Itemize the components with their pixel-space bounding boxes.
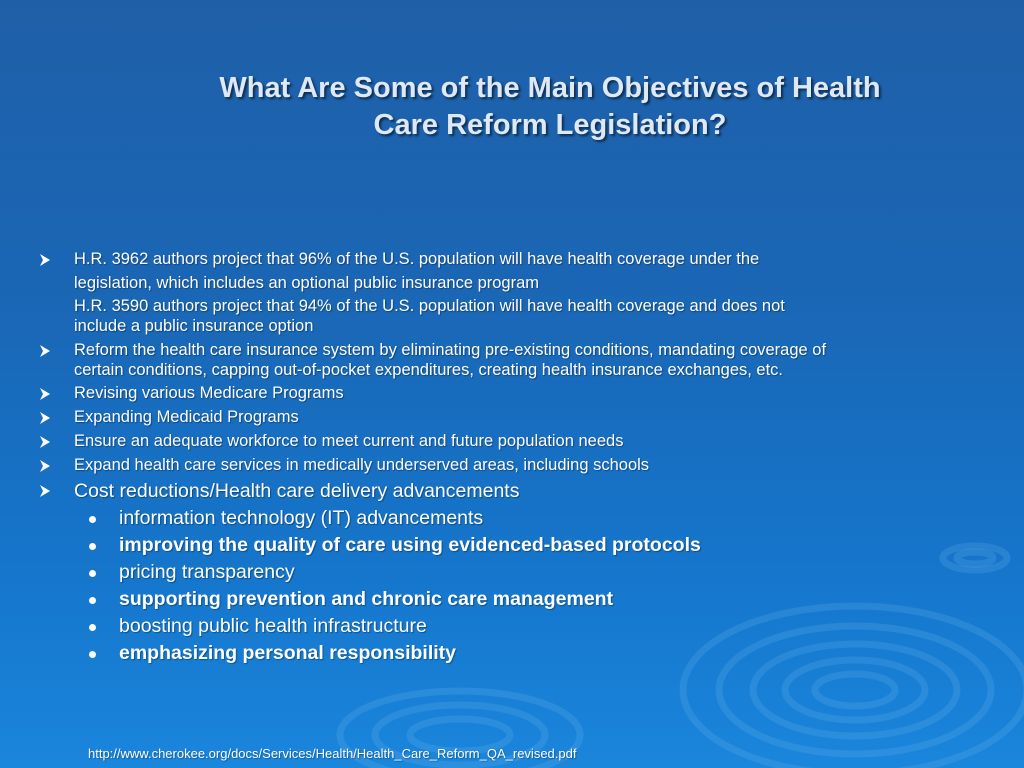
bullet-text: certain conditions, capping out-of-pocket expenditures, creating health insurance exchanges, etc. <box>74 361 784 379</box>
sub-bullet-text: supporting prevention and chronic care management <box>119 588 614 610</box>
slide-title-line-2: Care Reform Legislation? <box>373 109 727 141</box>
bullet-text: legislation, which includes an optional public insurance program <box>74 274 540 292</box>
bullet-text: Reform the health care insurance system by eliminating pre-existing conditions, mandating coverage of <box>74 341 827 359</box>
dot-bullet-icon <box>89 624 96 631</box>
dot-bullet-icon <box>89 543 96 550</box>
bullet-text: Expanding Medicaid Programs <box>74 408 299 426</box>
bullet-text: include a public insurance option <box>74 317 314 335</box>
sub-bullet-text: information technology (IT) advancements <box>119 507 484 529</box>
sub-bullet-text: pricing transparency <box>119 561 295 583</box>
slide-title <box>150 70 950 144</box>
sub-bullet-text: boosting public health infrastructure <box>119 615 427 637</box>
bullet-text: H.R. 3962 authors project that 96% of the U.S. population will have health coverage under the <box>74 250 760 268</box>
arrow-bullet-icon <box>39 459 51 473</box>
bullet-text: Ensure an adequate workforce to meet current and future population needs <box>74 432 624 450</box>
arrow-bullet-icon <box>39 253 51 267</box>
dot-bullet-icon <box>89 597 96 604</box>
dot-bullet-icon <box>89 516 96 523</box>
dot-bullet-icon <box>89 651 96 658</box>
arrow-bullet-icon <box>39 484 51 498</box>
arrow-bullet-icon <box>39 344 51 358</box>
bullet-text: Revising various Medicare Programs <box>74 384 344 402</box>
dot-bullet-icon <box>89 570 96 577</box>
source-url: http://www.cherokee.org/docs/Services/Health/Health_Care_Reform_QA_revised.pdf <box>88 746 577 761</box>
bullet-text: Cost reductions/Health care delivery advancements <box>74 480 520 502</box>
bullet-text: H.R. 3590 authors project that 94% of the U.S. population will have health coverage and does not <box>74 297 785 315</box>
sub-bullet-text: emphasizing personal responsibility <box>119 642 456 664</box>
bullet-text: Expand health care services in medically underserved areas, including schools <box>74 456 650 474</box>
sub-bullet-text: improving the quality of care using evidenced-based protocols <box>119 534 701 556</box>
arrow-bullet-icon <box>39 387 51 401</box>
arrow-bullet-icon <box>39 435 51 449</box>
slide-title-line-1: What Are Some of the Main Objectives of Health <box>219 72 881 104</box>
arrow-bullet-icon <box>39 411 51 425</box>
